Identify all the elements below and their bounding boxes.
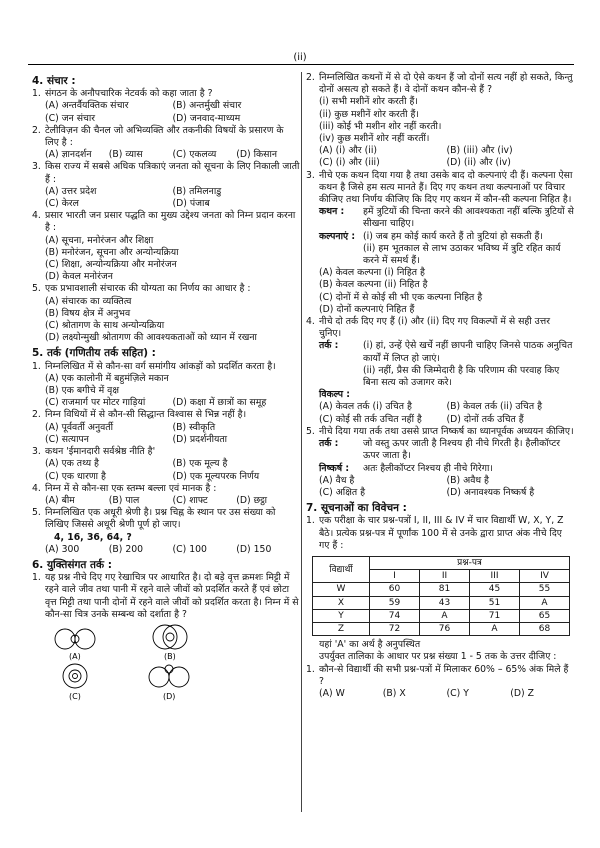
table-instruction: उपर्युक्त तालिका के आधार पर प्रश्न संख्या 1 - 5 तक के उत्तर दीजिए : [319,651,557,663]
table-cell: A [470,622,520,635]
option-c[interactable]: (C) शिक्षा, अन्योन्यक्रिया और मनोरंजन [45,259,177,271]
options [306,401,574,425]
options [306,475,574,499]
table-cell: 43 [420,596,470,609]
option-d[interactable]: (D) लक्ष्योन्मुखी श्रोतागण की आवश्यकताओं को ध्यान में रखना [45,332,257,344]
option-c[interactable]: (C) कोई सी तर्क उचित नहीं है [319,413,422,425]
option-d[interactable]: (D) एक मूल्यपरक निर्णय [172,470,260,482]
choices-block [306,389,574,401]
table-row [313,622,570,635]
options [306,145,574,169]
question [32,88,300,100]
figure-c[interactable] [63,664,87,688]
question-text: निम्न में से कौन-सा एक स्तम्भ बल्ला एवं मानक है : [45,482,217,494]
question-number: 1. [32,360,41,372]
student-name: X [313,596,370,609]
option-d[interactable]: (D) (ii) और (iv) [446,157,511,169]
option-b[interactable]: (B) व्यास [108,149,143,161]
figure-b[interactable] [153,625,187,649]
paper-header: II [420,570,470,583]
option-a[interactable]: (A) वैध है [319,474,355,486]
figure-label-c: (C) [69,691,81,701]
question [32,361,300,373]
option-c[interactable]: (C) सत्यापन [45,433,89,445]
question-text: निम्नलिखित में से कौन-सा वर्ग समांगीय आंकड़ों को प्रदर्शित करता है। [45,360,276,372]
figure-a[interactable] [55,629,95,649]
page-number: (ii) [293,52,307,63]
question-text: नीचे दो तर्क दिए गए हैं (i) और (ii) दिए गए विकल्पों में से सही उत्तर चुनिए। [319,316,551,340]
table-cell: 59 [370,596,420,609]
paper-group-header: प्रश्न-पत्र [370,556,570,569]
question-text: कथन 'ईमानदारी सर्वश्रेष्ठ नीति है' [45,446,156,458]
option-a[interactable]: (A) ज्ञानदर्शन [45,149,92,161]
option-a[interactable]: (A) 300 [45,543,80,555]
option-b[interactable]: (B) 200 [108,543,144,555]
option-c[interactable]: (C) Y [446,687,469,699]
question [306,664,574,688]
statement: (iii) कोई भी मशीन शोर नहीं करती। [319,120,442,132]
question-number: 5. [32,507,41,519]
question-text: निम्न विधियों में से कौन-सी सिद्धान्त विश्वास से भिन्न नहीं है। [45,409,247,421]
statement-label: कथन : [319,206,345,218]
question-number: 5. [306,425,315,437]
marks-table [312,556,570,636]
option-c[interactable]: (C) 100 [172,543,207,555]
student-name: W [313,583,370,596]
argument-block [306,340,574,364]
header-rule [28,64,574,65]
table-cell: 65 [520,609,570,622]
question-text: टेलीविज़न की चैनल जो अभिव्यक्ति और तकनीकी विषयों के प्रसारण के लिए है : [45,124,284,149]
paper-header: III [470,570,520,583]
question-text: एक परीक्षा के चार प्रश्न-पत्रों I, II, III & IV में चार विद्यार्थी W, X, Y, Z बैठे। प्रत्येक प्रश्न-पत्र में पूर्णांक 100 में से उनके द्वारा प्राप्त अंक नीचे दिए गए हैं : [319,515,564,551]
table-cell: 68 [520,622,570,635]
option-c[interactable]: (C) (i) और (iii) [319,157,380,169]
option-d[interactable]: (D) केवल मनोरंजन [45,271,113,283]
option-a[interactable]: (A) केवल तर्क (i) उचित है [319,401,412,413]
option-d[interactable]: (D) दोनों कल्पनाएं निहित हैं [319,303,415,315]
option-d[interactable]: (D) छट्ठा [236,494,268,506]
section-title: 5. तर्क (गणितीय तर्क सहित) : [32,347,156,360]
question-number: 5. [32,283,41,295]
option-d[interactable]: (D) अनावश्यक निष्कर्ष है [446,486,535,498]
assumption-1: (i) जब हम कोई कार्य करते हैं तो त्रुटियां हो सकती हैं। [363,230,543,242]
figure-label-b: (B) [164,651,176,661]
option-b[interactable]: (B) X [382,687,406,699]
table-cell: A [520,596,570,609]
table-cell: 74 [370,609,420,622]
argument-label: तर्क : [319,340,339,352]
table-cell: 45 [470,583,520,596]
option-a[interactable]: (A) सूचना, मनोरंजन और शिक्षा [45,234,154,246]
table-cell: 51 [470,596,520,609]
option-c[interactable]: (C) एकलव्य [172,149,217,161]
option-b[interactable]: (B) केवल तर्क (ii) उचित है [446,401,543,413]
assumption-label: कल्पनाएं : [319,230,356,242]
options [32,149,300,161]
question [32,409,300,421]
table-cell: 60 [370,583,420,596]
option-d[interactable]: (D) जनवाद-माध्यम [172,112,241,124]
option-b[interactable]: (B) (iii) और (iv) [446,145,513,157]
figure-label-a: (A) [69,651,81,661]
question-number: 1. [32,88,41,100]
conclusion-text: अतः हैलीकॉप्टर निश्चय ही नीचे गिरेगा। [363,462,493,474]
option-b[interactable]: (B) केवल कल्पना (ii) निहित है [319,279,428,291]
statement: (i) सभी मशीनें शोर करती हैं। [319,96,418,108]
question-number: 2. [306,72,315,83]
option-c[interactable]: (C) जन संचार [45,112,96,124]
option-c[interactable]: (C) श्रोतागण के साथ अन्योन्यक्रिया [45,320,165,332]
venn-figures [45,621,245,707]
statement-text: हमें त्रुटियों की चिन्ता करने की आवश्यकता नहीं बल्कि त्रुटियों से सीखना चाहिए। [363,206,574,230]
question-number: 1. [306,663,315,675]
question-text: निम्नलिखित एक अधूरी श्रेणी है। प्रश्न चिह्न के स्थान पर उस संख्या को लिखिए जिससे अधूरी श्रेणी पूर्ण हो जाए। [45,507,276,531]
section-title: 6. युक्तिसंगत तर्क : [32,558,112,571]
option-a[interactable]: (A) W [319,687,345,699]
option-a[interactable]: (A) पूर्ववर्ती अनुवर्ती [45,421,113,433]
question-text: कौन-से विद्यार्थी की सभी प्रश्न-पत्रों में मिलाकर 60% – 65% अंक मिले हैं ? [319,663,569,687]
statement: (iv) कुछ मशीनें शोर नहीं करतीं। [319,133,430,145]
option-a[interactable]: (A) (i) और (ii) [319,145,378,157]
question-text: निम्नलिखित कथनों में से दो ऐसे कथन हैं जो दोनों सत्य नहीं हो सकते, किन्तु दोनों असत्य हो सकते हैं। वे दोनों कथन कौन-से हैं ? [319,72,573,96]
question-text: संगठन के अनौपचारिक नेटवर्क को कहा जाता है ? [45,88,213,100]
option-d[interactable]: (D) कक्षा में छात्रों का समूह [172,397,267,409]
section-title: 7. सूचनाओं का विवेचन : [306,502,407,515]
option-d[interactable]: (D) पंजाब [172,198,210,210]
question [306,316,574,340]
options [306,688,574,700]
option-a[interactable]: (A) एक तथ्य है [45,458,99,470]
question-number: 3. [306,169,315,181]
conclusion-block [306,463,574,475]
option-c[interactable]: (C) राजमार्ग पर मोटर गाड़ियां [45,397,146,409]
option-b[interactable]: (B) एक मूल्य है [172,458,228,470]
options [32,495,300,507]
option-d[interactable]: (D) प्रदर्शनीयता [172,433,228,445]
question [32,161,300,185]
question-text: प्रसार भारती जन प्रसार पद्धति का मुख्य उद्देश्य जनता को निम्न प्रदान करना है : [45,210,296,234]
table-row [313,596,570,609]
option-a[interactable]: (A) उत्तर प्रदेश [45,185,97,197]
question-number: 2. [32,409,41,421]
table-cell: A [420,609,470,622]
table-cell: 81 [420,583,470,596]
question-number: 4. [32,210,41,222]
student-name: Y [313,609,370,622]
option-b[interactable]: (B) अवैध है [446,474,489,486]
question-number: 4. [306,316,315,328]
left-column [32,72,300,707]
figure-label-d: (D) [163,691,176,701]
question-text: नीचे एक कथन दिया गया है तथा उसके बाद दो कल्पनाएं दी हैं। कल्पना ऐसा कथन है जिसे हम सत्य मानते हैं। दिए गए कथन तथा कल्पनाओं पर विचार कीजिए तथा निर्णय कीजिए कि दिए गए कथन में कौन-सी कल्पना निहित है। [319,169,573,206]
option-b[interactable]: (B) स्वीकृति [172,421,216,433]
section-title: 4. संचार : [32,75,76,87]
option-c[interactable]: (C) केरल [45,198,79,210]
question [306,515,574,552]
option-c[interactable]: (C) एक धारणा है [45,470,106,482]
argument-block [306,438,574,462]
question-number: 3. [32,161,41,173]
option-a[interactable]: (A) एक कालोनी में बहुमंज़िले मकान [45,372,169,384]
question [32,283,300,295]
table-cell: 55 [520,583,570,596]
question-text: किस राज्य में सबसे अधिक पत्रिकाएं जनता को सूचना के लिए निकाली जाती हैं : [45,161,300,185]
question [32,125,300,149]
options [32,397,300,409]
argument-text: जो वस्तु ऊपर जाती है निश्चय ही नीचे गिरती है। हैलीकॉप्टर ऊपर जाता है। [363,438,561,462]
option-b[interactable]: (B) मनोरंजन, सूचना और अन्योन्यक्रिया [45,246,179,258]
option-a[interactable]: (A) अन्तर्वैयक्तिक संचार [45,100,129,112]
question-text: एक प्रभावशाली संचारक की योग्यता का निर्णय का आधार है : [45,283,251,295]
table-cell: 71 [470,609,520,622]
options [32,458,300,482]
option-c[interactable]: (C) अक्षित है [319,486,366,498]
option-c[interactable]: (C) शाफ्ट [172,494,208,506]
question-number: 2. [32,124,41,136]
choices-label: विकल्प : [319,389,350,401]
argument-2-row [306,365,574,389]
question-number: 3. [32,446,41,458]
statement: (ii) कुछ मशीनें शोर करती हैं। [319,108,419,120]
option-a[interactable]: (A) संचारक का व्यक्तित्व [45,295,132,307]
student-column-header: विद्यार्थी [313,556,370,582]
question [32,572,300,621]
argument-label: तर्क : [319,438,339,450]
table-cell: 72 [370,622,420,635]
options [32,100,300,124]
right-column [306,72,574,700]
argument-1: (i) हां, उन्हें ऐसे खर्चे नहीं छापनी चाहिए जिनसे पाठक अनुचित कार्यों में लिप्त हो जाएं। [363,340,573,364]
question-text: नीचे दिया गया तर्क तथा उससे प्राप्त निष्कर्ष का ध्यानपूर्वक अध्ययन कीजिए। [319,425,574,437]
table-cell: 76 [420,622,470,635]
option-b[interactable]: (B) पाल [108,494,140,506]
options [32,186,300,210]
table-row [313,583,570,596]
options [32,544,300,556]
question [306,426,574,438]
option-b[interactable]: (B) तमिलनाडु [172,185,222,197]
student-name: Z [313,622,370,635]
option-d[interactable]: (D) 150 [236,543,272,555]
figure-d[interactable] [149,665,189,687]
assumption-block [306,231,574,243]
option-d[interactable]: (D) किसान [236,149,278,161]
options [32,422,300,446]
question [32,446,300,458]
question [306,72,574,96]
question [32,210,300,234]
option-d[interactable]: (D) दोनों तर्क उचित हैं [446,413,524,425]
assumption-2: (ii) हम भूतकाल से लाभ उठाकर भविष्य में त्रुटि रहित कार्य करने में समर्थ हैं। [363,242,561,267]
column-divider [301,72,302,812]
table-note: यहां 'A' का अर्थ है अनुपस्थित [319,639,421,651]
venn-diagram-options [45,621,300,707]
option-a[interactable]: (A) बीम [45,494,75,506]
number-series: 4, 16, 36, 64, ? [54,531,132,543]
table-header-row [313,556,570,569]
statement-block [306,206,574,230]
paper-header: IV [520,570,570,583]
question-number: 4. [32,482,41,494]
question-number: 1. [32,572,41,584]
question-text: यह प्रश्न नीचे दिए गए रेखाचित्र पर आधारित है। दो बड़े वृत्त क्रमशः मिट्टी में रहने वाले जीव तथा पानी में रहने वाले जीवों को प्रदर्शित करते हैं एवं छोटा वृत्त मिट्टी तथा पानी दोनों में रहने वाले जीवों को प्रदर्शित करता है। निम्न में से कौन-सा चित्र उनके सम्बन्ध को दर्शाता है ? [45,572,299,620]
question [32,507,300,531]
conclusion-label: निष्कर्ष : [319,462,350,474]
argument-2: (ii) नहीं, प्रैस की जिम्मेदारी है कि परिणाम की परवाह किए बिना सत्य को उजागर करे। [363,364,560,389]
question-number: 1. [306,515,315,527]
question [306,170,574,207]
option-b[interactable]: (B) विषय क्षेत्र में अनुभव [45,307,131,319]
option-b[interactable]: (B) अन्तर्मुखी संचार [172,100,242,112]
question [32,483,300,495]
table-row [313,609,570,622]
option-b[interactable]: (B) एक बगीचे में वृक्ष [45,385,119,397]
option-c[interactable]: (C) दोनों में से कोई सी भी एक कल्पना निहित है [319,291,483,303]
option-d[interactable]: (D) Z [510,687,534,699]
option-a[interactable]: (A) केवल कल्पना (i) निहित है [319,267,425,279]
paper-header: I [370,570,420,583]
assumption-2-row [306,243,574,267]
